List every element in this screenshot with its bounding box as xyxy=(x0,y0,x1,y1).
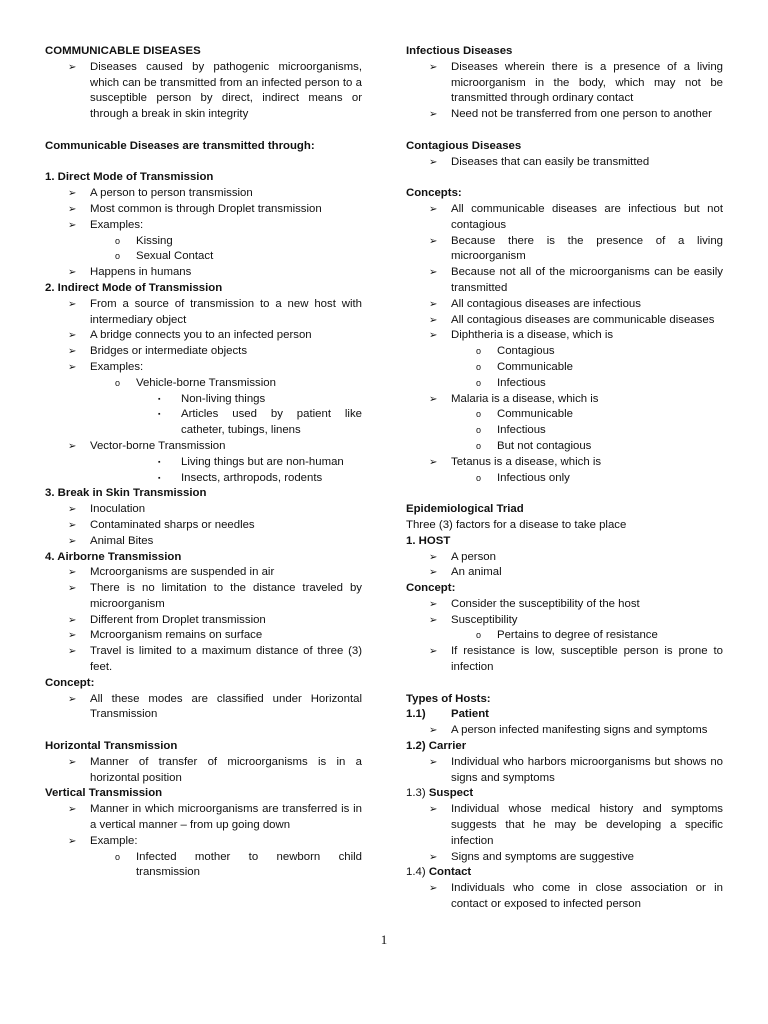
bullet-item: ➢ Individuals who come in close association or in contact or exposed to infected person xyxy=(429,882,723,911)
section-heading: Concept: xyxy=(406,582,456,595)
bullet-item: ➢ Bridges or intermediate objects xyxy=(45,344,362,360)
circle-bullet-icon: o xyxy=(115,851,121,862)
bullet-item: ➢ Manner in which microorganisms are transferred is in a vertical manner – from up going down xyxy=(68,803,362,832)
arrow-bullet-icon: ➢ xyxy=(429,156,438,168)
arrow-bullet-icon: ➢ xyxy=(68,567,77,579)
circle-bullet-icon: o xyxy=(476,377,482,388)
bullet-item: ➢ Example: xyxy=(45,834,362,850)
bullet-item: ➢ A bridge connects you to an infected person xyxy=(45,328,362,344)
sub-bullet-item: o Communicable xyxy=(406,360,723,376)
subsection-heading: 1.4) Contact xyxy=(406,866,472,879)
arrow-bullet-icon: ➢ xyxy=(68,346,77,358)
arrow-bullet-icon: ➢ xyxy=(68,361,77,373)
section-heading: 1. HOST xyxy=(406,534,451,547)
bullet-item: ➢ Susceptibility xyxy=(406,613,723,629)
circle-bullet-icon: o xyxy=(476,346,482,357)
section-heading: COMMUNICABLE DISEASES xyxy=(45,45,201,57)
bullet-item: ➢ Inoculation xyxy=(45,502,362,518)
arrow-bullet-icon: ➢ xyxy=(429,298,438,310)
circle-bullet-icon: o xyxy=(476,630,482,641)
arrow-bullet-icon: ➢ xyxy=(429,61,438,73)
bullet-item: ➢ From a source of transmission to a new host with intermediary object xyxy=(68,297,362,326)
arrow-bullet-icon: ➢ xyxy=(429,883,438,895)
arrow-bullet-icon: ➢ xyxy=(429,109,438,121)
arrow-bullet-icon: ➢ xyxy=(429,267,438,279)
bullet-item: ➢ Consider the susceptibility of the host xyxy=(406,597,723,613)
bullet-item: ➢ Because there is the presence of a living microorganism xyxy=(429,234,723,263)
bullet-item: ➢ Most common is through Droplet transmission xyxy=(45,202,362,218)
sub-bullet-item: o Pertains to degree of resistance xyxy=(406,628,723,644)
section-heading: Epidemiological Triad xyxy=(406,503,524,516)
right-column xyxy=(406,44,723,913)
bullet-item: ➢ Vector-borne Transmission xyxy=(45,439,362,455)
sub-sub-bullet-item: ▪ Non-living things xyxy=(45,392,362,408)
arrow-bullet-icon: ➢ xyxy=(429,804,438,816)
arrow-bullet-icon: ➢ xyxy=(68,756,77,768)
square-bullet-icon: ▪ xyxy=(158,395,161,403)
bullet-item: ➢ All communicable diseases are infectious but not contagious xyxy=(429,202,723,231)
square-bullet-icon: ▪ xyxy=(158,474,161,482)
sub-bullet-item: o Infectious xyxy=(406,423,723,439)
bullet-item: ➢ An animal xyxy=(406,565,723,581)
bullet-item: ➢ Happens in humans xyxy=(45,265,362,281)
arrow-bullet-icon: ➢ xyxy=(68,646,77,658)
bullet-item: ➢ Diseases wherein there is a presence of a living microorganism in the body, which may not be transmitted through ordinary contact xyxy=(429,60,723,105)
arrow-bullet-icon: ➢ xyxy=(429,203,438,215)
sub-bullet-item: o Infectious xyxy=(406,376,723,392)
sub-bullet-item: o Sexual Contact xyxy=(45,249,362,265)
arrow-bullet-icon: ➢ xyxy=(68,440,77,452)
sub-bullet-item: o Kissing xyxy=(45,234,362,250)
arrow-bullet-icon: ➢ xyxy=(68,203,77,215)
arrow-bullet-icon: ➢ xyxy=(68,267,77,279)
sub-sub-bullet-item: ▪ Insects, arthropods, rodents xyxy=(45,471,362,487)
arrow-bullet-icon: ➢ xyxy=(429,598,438,610)
arrow-bullet-icon: ➢ xyxy=(68,219,77,231)
arrow-bullet-icon: ➢ xyxy=(429,851,438,863)
section-heading: Horizontal Transmission xyxy=(45,740,178,753)
arrow-bullet-icon: ➢ xyxy=(68,693,77,705)
arrow-bullet-icon: ➢ xyxy=(68,835,77,847)
bullet-item: ➢ Manner of transfer of microorganisms is in a horizontal position xyxy=(68,755,362,784)
circle-bullet-icon: o xyxy=(476,440,482,451)
arrow-bullet-icon: ➢ xyxy=(429,725,438,737)
sub-bullet-item: o Infectious only xyxy=(406,471,723,487)
sub-bullet-item: o Infected mother to newborn child transmission xyxy=(115,850,362,879)
square-bullet-icon: ▪ xyxy=(158,458,161,466)
subsection-heading: 1.1) Patient xyxy=(406,708,489,721)
arrow-bullet-icon: ➢ xyxy=(68,330,77,342)
bullet-item: ➢ Individual who harbors microorganisms but shows no signs and symptoms xyxy=(429,755,723,784)
arrow-bullet-icon: ➢ xyxy=(68,61,77,73)
bullet-item: ➢ All these modes are classified under Horizontal Transmission xyxy=(68,692,362,721)
sub-bullet-item: o But not contagious xyxy=(406,439,723,455)
section-heading: Contagious Diseases xyxy=(406,139,522,152)
arrow-bullet-icon: ➢ xyxy=(68,519,77,531)
arrow-bullet-icon: ➢ xyxy=(429,614,438,626)
square-bullet-icon: ▪ xyxy=(158,411,161,419)
arrow-bullet-icon: ➢ xyxy=(429,646,438,658)
arrow-bullet-icon: ➢ xyxy=(429,314,438,326)
arrow-bullet-icon: ➢ xyxy=(429,456,438,468)
circle-bullet-icon: o xyxy=(476,409,482,420)
section-heading: 4. Airborne Transmission xyxy=(45,550,182,563)
circle-bullet-icon: o xyxy=(115,235,121,246)
bullet-item: ➢ Because not all of the microorganisms can be easily transmitted xyxy=(429,266,723,294)
bullet-item: ➢ Contaminated sharps or needles xyxy=(45,518,362,534)
bullet-item: ➢ Animal Bites xyxy=(45,534,362,550)
arrow-bullet-icon: ➢ xyxy=(68,614,77,626)
arrow-bullet-icon: ➢ xyxy=(429,756,438,768)
circle-bullet-icon: o xyxy=(476,472,482,483)
arrow-bullet-icon: ➢ xyxy=(68,630,77,642)
arrow-bullet-icon: ➢ xyxy=(429,235,438,247)
section-heading: Concept: xyxy=(45,676,95,689)
bullet-item: ➢ Signs and symptoms are suggestive xyxy=(406,850,723,866)
circle-bullet-icon: o xyxy=(115,377,121,388)
bullet-item: ➢ A person xyxy=(406,550,723,566)
page-number: 1 xyxy=(380,932,388,947)
section-heading: 3. Break in Skin Transmission xyxy=(45,487,207,500)
arrow-bullet-icon: ➢ xyxy=(68,298,77,310)
left-column xyxy=(45,44,362,881)
bullet-item: ➢ Tetanus is a disease, which is xyxy=(406,455,723,471)
bullet-item: ➢ All contagious diseases are communicable diseases xyxy=(406,313,723,329)
bullet-item: ➢ Diseases that can easily be transmitted xyxy=(406,155,723,171)
sub-bullet-item: o Contagious xyxy=(406,344,723,360)
bullet-item: ➢ Individual whose medical history and symptoms suggests that he may be developing a specific infection xyxy=(429,803,723,847)
arrow-bullet-icon: ➢ xyxy=(68,504,77,516)
intro-text: Three (3) factors for a disease to take place xyxy=(406,518,627,531)
section-heading: Types of Hosts: xyxy=(406,692,491,705)
section-heading: 2. Indirect Mode of Transmission xyxy=(45,281,223,294)
section-heading: Communicable Diseases are transmitted through: xyxy=(45,139,315,152)
bullet-item: ➢ Travel is limited to a maximum distance of three (3) feet. xyxy=(68,645,362,674)
arrow-bullet-icon: ➢ xyxy=(429,393,438,405)
circle-bullet-icon: o xyxy=(476,361,482,372)
bullet-item: ➢ Diseases caused by pathogenic microorganisms, which can be transmitted from an infected person to a susceptible person by direct, indirect means or through a break in skin integrity xyxy=(68,60,362,121)
bullet-item: ➢ Different from Droplet transmission xyxy=(45,613,362,629)
bullet-item: ➢ A person infected manifesting signs and symptoms xyxy=(406,723,723,739)
subsection-heading: 1.2) Carrier xyxy=(406,740,467,753)
sub-bullet-item: o Communicable xyxy=(406,407,723,423)
sub-sub-bullet-item: ▪ Living things but are non-human xyxy=(45,455,362,471)
arrow-bullet-icon: ➢ xyxy=(429,551,438,563)
arrow-bullet-icon: ➢ xyxy=(68,188,77,200)
arrow-bullet-icon: ➢ xyxy=(68,535,77,547)
section-heading: Infectious Diseases xyxy=(406,45,513,57)
section-heading: Concepts: xyxy=(406,187,462,200)
circle-bullet-icon: o xyxy=(115,251,121,262)
bullet-item: ➢ Diphtheria is a disease, which is xyxy=(406,328,723,344)
bullet-item: ➢ Mcroorganism remains on surface xyxy=(45,628,362,644)
bullet-item: ➢ Examples: xyxy=(45,218,362,234)
bullet-item: ➢ All contagious diseases are infectious xyxy=(406,297,723,313)
bullet-item: ➢ If resistance is low, susceptible person is prone to infection xyxy=(429,645,723,674)
bullet-item: ➢ Malaria is a disease, which is xyxy=(406,392,723,408)
section-heading: 1. Direct Mode of Transmission xyxy=(45,171,214,184)
bullet-item: ➢ A person to person transmission xyxy=(45,186,362,202)
sub-sub-bullet-item: ▪ Articles used by patient like catheter, tubings, linens xyxy=(158,408,362,437)
section-heading: Vertical Transmission xyxy=(45,787,163,800)
circle-bullet-icon: o xyxy=(476,425,482,436)
arrow-bullet-icon: ➢ xyxy=(68,583,77,595)
bullet-item: ➢ Examples: xyxy=(45,360,362,376)
arrow-bullet-icon: ➢ xyxy=(68,804,77,816)
bullet-item: ➢ There is no limitation to the distance traveled by microorganism xyxy=(68,582,362,610)
arrow-bullet-icon: ➢ xyxy=(429,330,438,342)
subsection-heading: 1.3) Suspect xyxy=(406,787,474,800)
sub-bullet-item: o Vehicle-borne Transmission xyxy=(45,376,362,392)
bullet-item: ➢ Need not be transferred from one person to another xyxy=(406,107,723,123)
arrow-bullet-icon: ➢ xyxy=(429,567,438,579)
bullet-item: ➢ Mcroorganisms are suspended in air xyxy=(45,565,362,581)
